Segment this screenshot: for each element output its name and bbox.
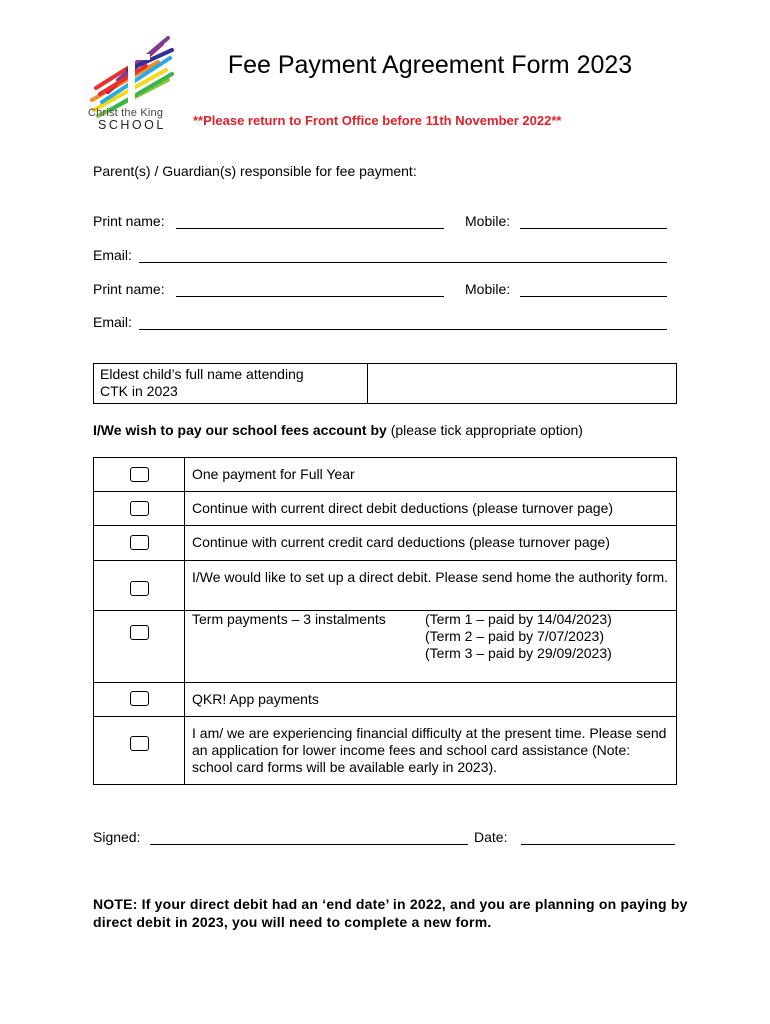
option-checkbox-financial-difficulty[interactable] bbox=[130, 736, 149, 751]
print-name-label-2: Print name: bbox=[93, 281, 165, 297]
parents-intro: Parent(s) / Guardian(s) responsible for fee payment: bbox=[93, 163, 417, 179]
term-1-date: (Term 1 – paid by 14/04/2023) bbox=[425, 611, 612, 627]
option-row bbox=[94, 683, 677, 717]
mobile-field-2[interactable] bbox=[520, 296, 667, 297]
term-2-date: (Term 2 – paid by 7/07/2023) bbox=[425, 628, 604, 644]
return-instruction: **Please return to Front Office before 11th November 2022** bbox=[193, 113, 562, 128]
option-row bbox=[94, 561, 677, 611]
option-row bbox=[94, 611, 677, 683]
option-checkbox-full-year[interactable] bbox=[130, 467, 149, 482]
option-row bbox=[94, 717, 677, 785]
logo-text-line1: Christ the King bbox=[88, 107, 164, 119]
signature-field[interactable] bbox=[150, 844, 468, 845]
print-name-label-1: Print name: bbox=[93, 213, 165, 229]
option-checkbox-term-payments[interactable] bbox=[130, 625, 149, 640]
email-label-2: Email: bbox=[93, 314, 132, 330]
option-checkbox-qkr-app[interactable] bbox=[130, 691, 149, 706]
option-text: One payment for Full Year bbox=[185, 458, 677, 492]
email-label-1: Email: bbox=[93, 247, 132, 263]
mobile-label-2: Mobile: bbox=[465, 281, 511, 297]
option-row bbox=[94, 526, 677, 561]
eldest-child-name-field[interactable] bbox=[368, 364, 677, 404]
option-checkbox-direct-debit[interactable] bbox=[130, 501, 149, 516]
print-name-field-2[interactable] bbox=[176, 296, 444, 297]
email-field-2[interactable] bbox=[139, 329, 667, 330]
date-field[interactable] bbox=[521, 844, 675, 845]
option-text: I/We would like to set up a direct debit. Please send home the authority form. bbox=[185, 561, 677, 611]
options-heading: I/We wish to pay our school fees account by (please tick appropriate option) bbox=[93, 422, 583, 438]
signed-label: Signed: bbox=[93, 829, 141, 845]
term-3-date: (Term 3 – paid by 29/09/2023) bbox=[425, 645, 612, 661]
option-text: I am/ we are experiencing financial difficulty at the present time. Please send an application for lower income fees and school card assistance (Note: school card forms will be available early in 2023). bbox=[185, 717, 677, 785]
option-checkbox-credit-card[interactable] bbox=[130, 535, 149, 550]
eldest-child-table bbox=[93, 363, 677, 404]
page-title: Fee Payment Agreement Form 2023 bbox=[227, 51, 633, 79]
mobile-label-1: Mobile: bbox=[465, 213, 511, 229]
option-checkbox-setup-direct-debit[interactable] bbox=[130, 581, 149, 596]
option-text: QKR! App payments bbox=[185, 683, 677, 717]
payment-options-table bbox=[93, 457, 677, 785]
date-label: Date: bbox=[474, 829, 508, 845]
eldest-child-label: Eldest child’s full name attending CTK in 2023 bbox=[94, 364, 368, 404]
option-row bbox=[94, 458, 677, 492]
option-text: Continue with current direct debit deductions (please turnover page) bbox=[185, 492, 677, 526]
email-field-1[interactable] bbox=[139, 262, 667, 263]
term-payments-label: Term payments – 3 instalments bbox=[192, 611, 386, 627]
mobile-field-1[interactable] bbox=[520, 228, 667, 229]
logo-text-line2: SCHOOL bbox=[98, 118, 166, 132]
option-row bbox=[94, 492, 677, 526]
option-text: Continue with current credit card deductions (please turnover page) bbox=[185, 526, 677, 561]
direct-debit-note: NOTE: If your direct debit had an ‘end date’ in 2022, and you are planning on paying by direct debit in 2023, you will need to complete a new form. bbox=[93, 896, 688, 930]
print-name-field-1[interactable] bbox=[176, 228, 444, 229]
